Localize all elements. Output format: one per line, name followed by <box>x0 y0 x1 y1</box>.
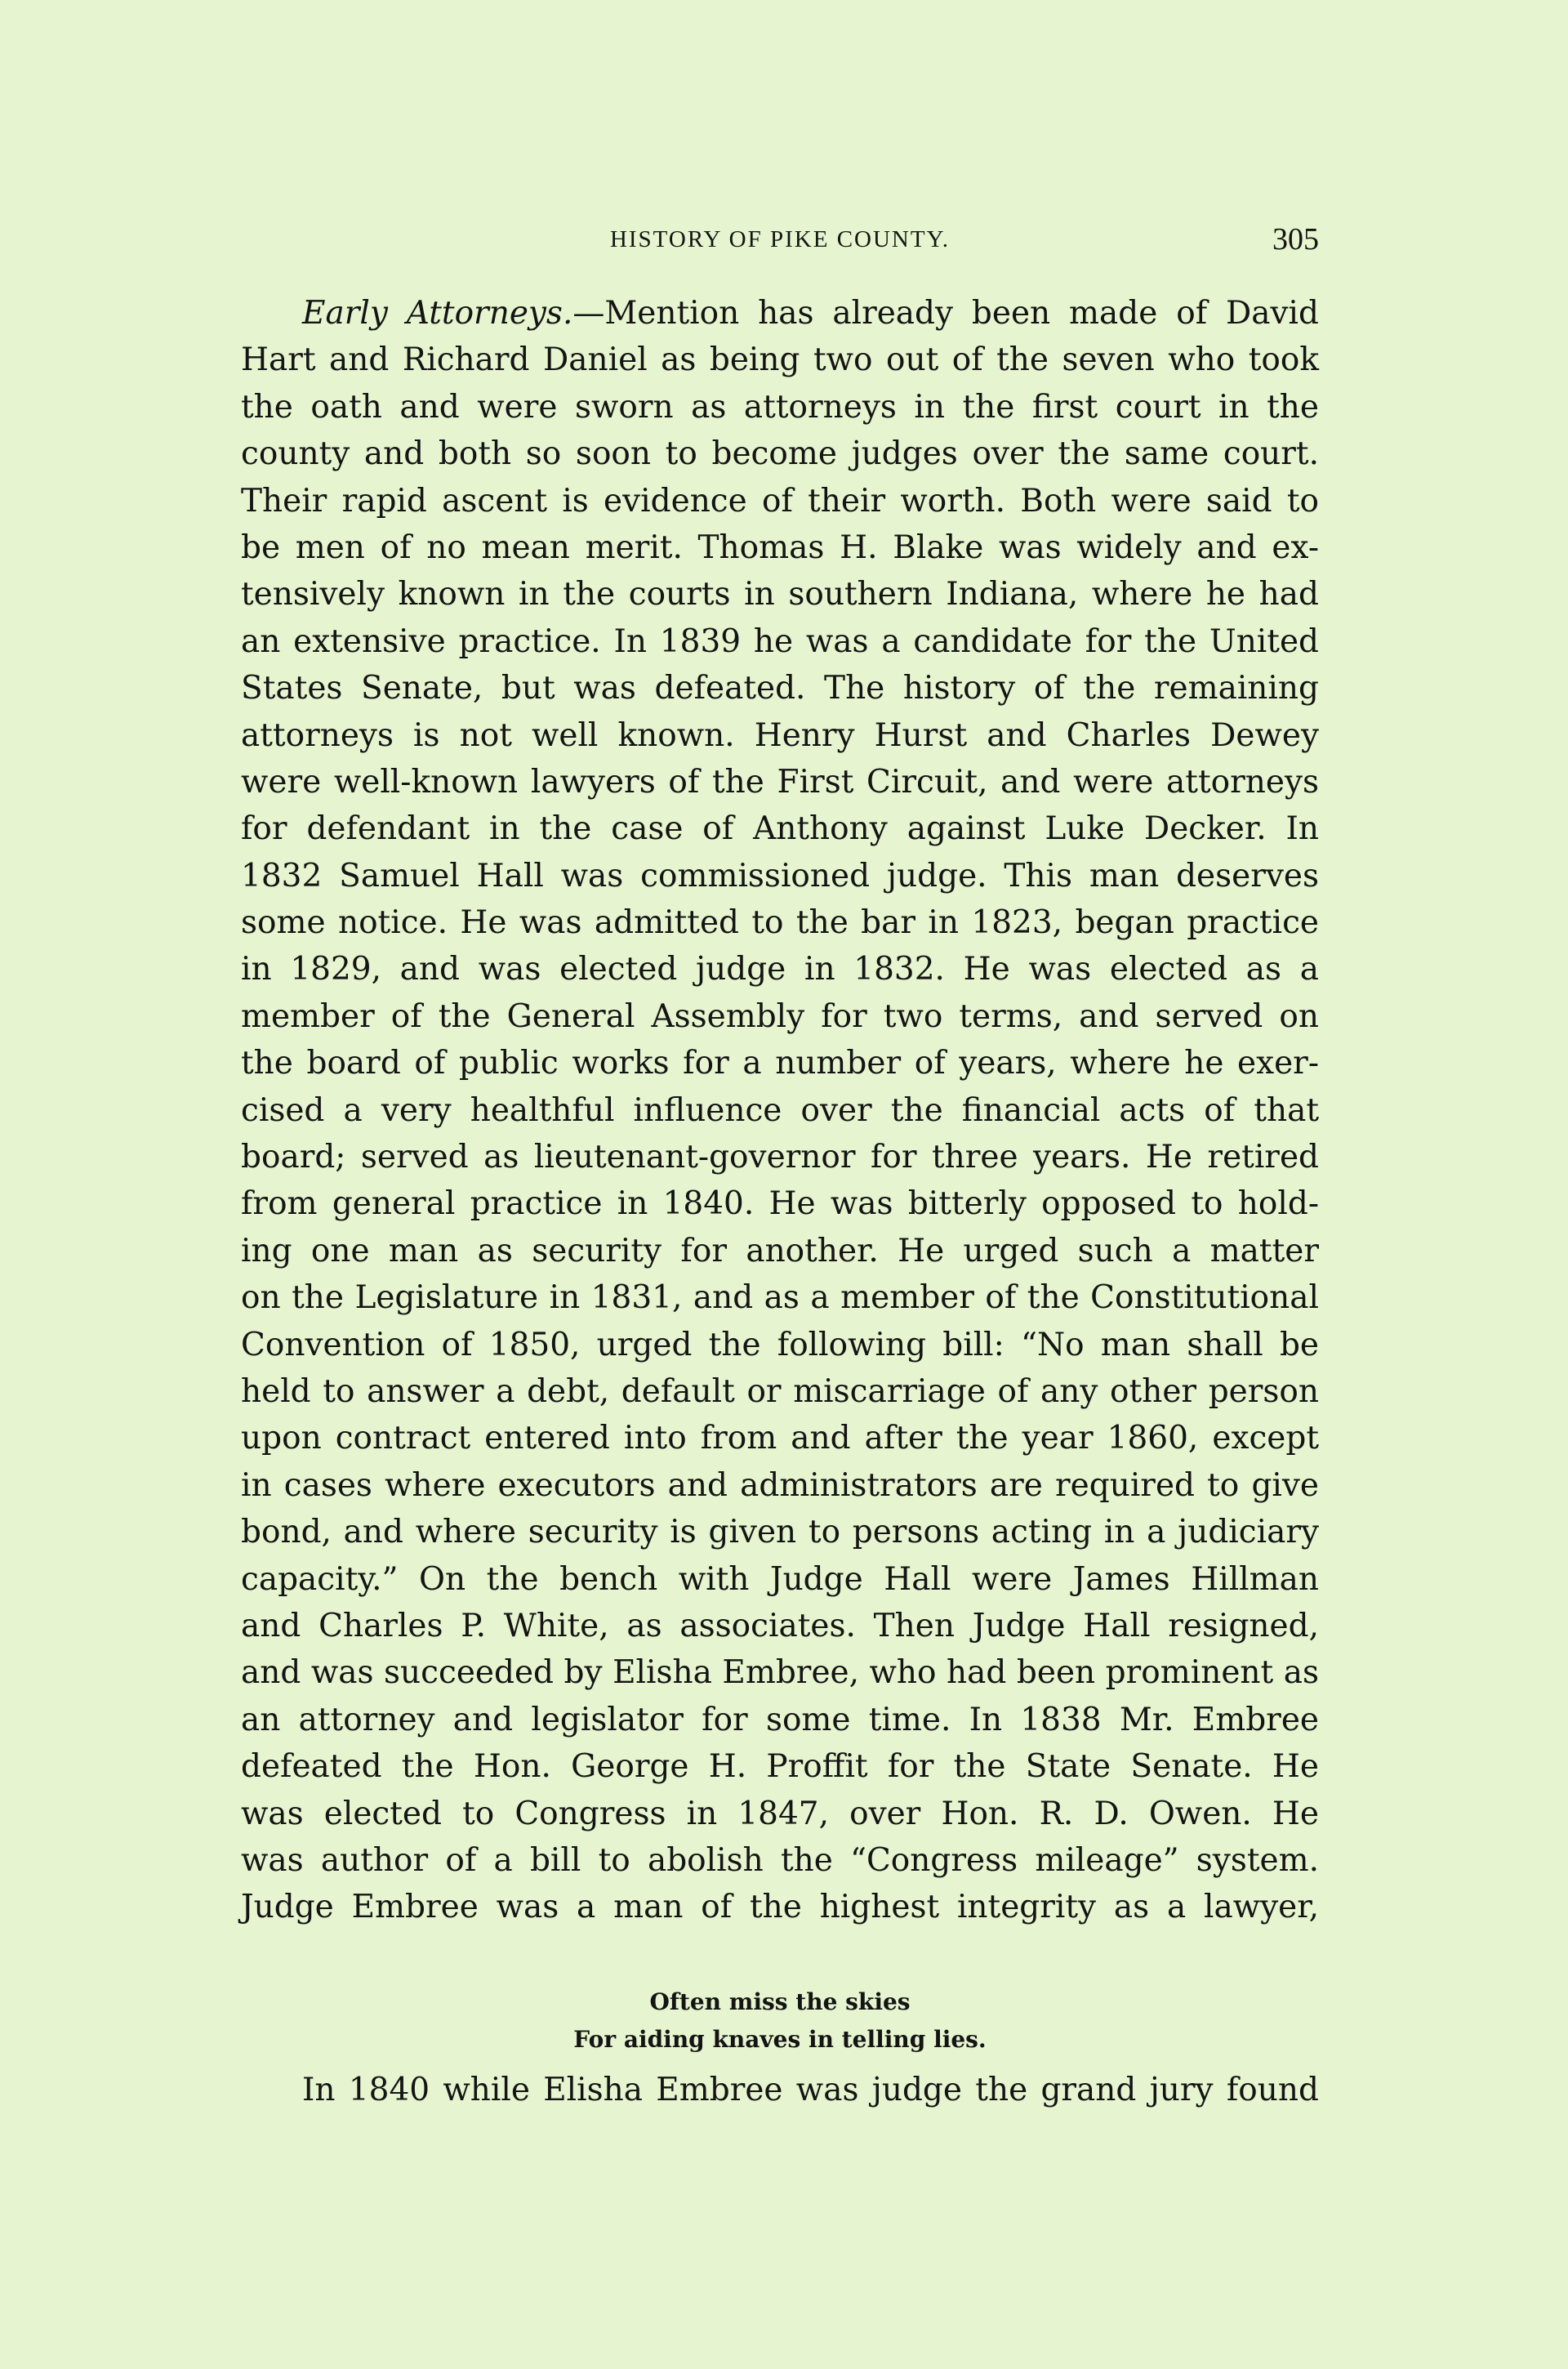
text-line: held to answer a debt, default or miscarriage of any other person <box>241 1372 1319 1410</box>
running-head <box>241 219 1319 260</box>
text-line: member of the General Assembly for two terms, and served on <box>241 997 1319 1035</box>
text-line: the board of public works for a number of years, where he exer- <box>241 1045 1319 1082</box>
text-line: were well-known lawyers of the First Circuit, and were attorneys <box>241 763 1319 801</box>
text-line: tensively known in the courts in southern Indiana, where he had <box>241 576 1319 613</box>
text-line: attorneys is not well known. Henry Hurst and Charles Dewey <box>241 716 1319 754</box>
text-line: the oath and were sworn as attorneys in the first court in the <box>241 388 1319 426</box>
continuation-line: In 1840 while Elisha Embree was judge the grand jury found <box>302 2072 1319 2108</box>
text-line: Hart and Richard Daniel as being two out of the seven who took <box>241 341 1319 379</box>
text-line: be men of no mean merit. Thomas H. Blake was widely and ex- <box>241 529 1319 566</box>
text-line: ing one man as security for another. He urged such a matter <box>241 1232 1319 1269</box>
text-line: States Senate, but was defeated. The history of the remaining <box>241 670 1319 707</box>
text-line: and Charles P. White, as associates. Then Judge Hall resigned, <box>241 1607 1319 1644</box>
quote-line: Often miss the skies <box>649 1988 911 2015</box>
section-heading: Early Attorneys. <box>302 295 573 332</box>
quote-line: For aiding knaves in telling lies. <box>573 2026 987 2053</box>
text-line: some notice. He was admitted to the bar in 1823, began practice <box>241 904 1319 942</box>
text-line <box>241 290 1319 337</box>
text-line: bond, and where security is given to persons acting in a judiciary <box>241 1514 1319 1551</box>
text-line: in cases where executors and administrators are required to give <box>241 1466 1319 1504</box>
text-line: cised a very healthful influence over the financial acts of that <box>241 1091 1319 1129</box>
text-line: capacity.” On the bench with Judge Hall were James Hillman <box>241 1560 1319 1598</box>
text-line: 1832 Samuel Hall was commissioned judge. This man deserves <box>241 857 1319 895</box>
text-line: and was succeeded by Elisha Embree, who had been prominent as <box>241 1654 1319 1692</box>
verse-quote <box>241 1983 1319 2059</box>
running-title: HISTORY OF PIKE COUNTY. <box>609 226 951 252</box>
text-line: from general practice in 1840. He was bitterly opposed to hold- <box>241 1185 1319 1223</box>
first-line-text: —Mention has already been made of David <box>572 295 1320 332</box>
text-line: on the Legislature in 1831, and as a member of the Constitutional <box>241 1279 1319 1317</box>
text-line: was author of a bill to abolish the “Congress mileage” system. <box>241 1841 1319 1879</box>
text-line: an attorney and legislator for some time. In 1838 Mr. Embree <box>241 1701 1319 1738</box>
text-line: Convention of 1850, urged the following bill: “No man shall be <box>241 1326 1319 1363</box>
text-line: in 1829, and was elected judge in 1832. He was elected as a <box>241 951 1319 988</box>
text-line: board; served as lieutenant-governor for three years. He retired <box>241 1139 1319 1176</box>
page-number: 305 <box>1272 222 1319 257</box>
text-line: upon contract entered into from and after the year 1860, except <box>241 1420 1319 1457</box>
text-line: for defendant in the case of Anthony against Luke Decker. In <box>241 810 1319 848</box>
text-line: was elected to Congress in 1847, over Hon. R. D. Owen. He <box>241 1795 1319 1832</box>
text-line: an extensive practice. In 1839 he was a candidate for the United <box>241 622 1319 660</box>
text-line: county and both so soon to become judges over the same court. <box>241 435 1319 473</box>
text-line: defeated the Hon. George H. Proffit for the State Senate. He <box>241 1748 1319 1786</box>
text-line: Judge Embree was a man of the highest integrity as a lawyer, <box>241 1889 1319 1926</box>
text-line: Their rapid ascent is evidence of their worth. Both were said to <box>241 482 1319 520</box>
body-paragraph <box>241 290 1319 1931</box>
